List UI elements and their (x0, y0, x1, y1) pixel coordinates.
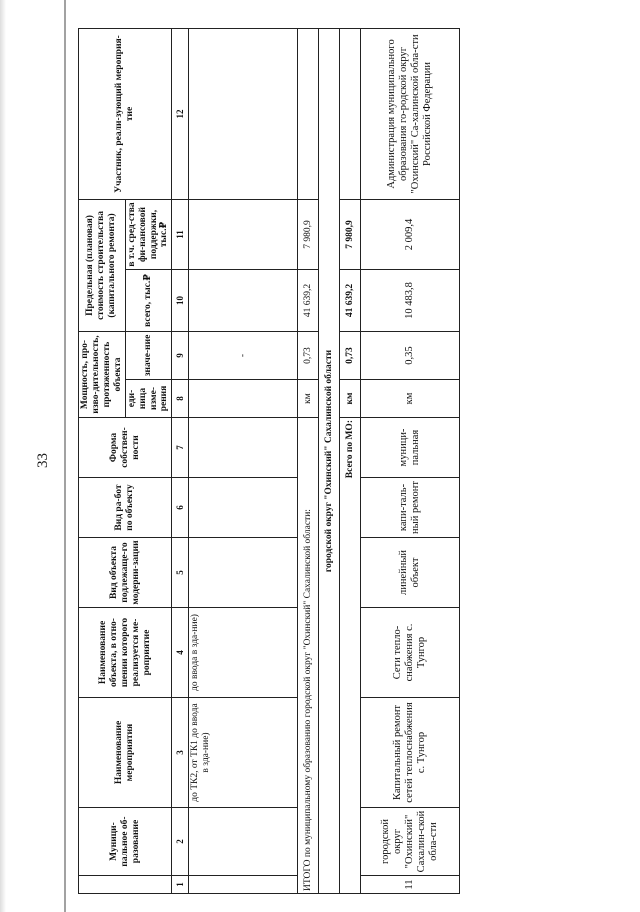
colnum-cell: 9 (172, 331, 189, 379)
vsego-support: 7 980,9 (340, 199, 361, 269)
section-title: городской округ "Охинский" Сахалинской области (319, 28, 340, 893)
colnum-cell: 3 (172, 698, 189, 808)
vsego-label: Всего по МО: (340, 418, 361, 894)
colnum-cell: 6 (172, 478, 189, 538)
header-total: всего, тыс.₽ (125, 269, 172, 331)
header-col-1 (79, 876, 172, 894)
continued-object: до ввода в зда-ние) (189, 608, 298, 698)
header-object: Наименование объекта, в отно-шении которого реализуется ме-роприятие (79, 608, 172, 698)
header-object-type: Вид объекта подлежаще-го модерни-зации (79, 538, 172, 608)
header-participant: Участник, реали-зующий мероприя-тие (79, 28, 172, 199)
itogo-support: 7 980,9 (298, 199, 319, 269)
program-table (78, 28, 460, 894)
colnum-cell: 11 (172, 199, 189, 269)
rotated-table-container (78, 29, 573, 894)
header-unit: еди-ница изме-рения (125, 380, 172, 418)
header-measure: Наименование мероприятия (79, 698, 172, 808)
item-number: 11 (361, 876, 460, 894)
vsego-row (340, 28, 361, 893)
item-row (361, 28, 460, 893)
header-capacity-group: Мощность, про-изво-дительность, протяженность объекта (79, 331, 126, 417)
header-row-1 (79, 28, 126, 893)
colnum-cell: 1 (172, 876, 189, 894)
item-measure: Капитальный ремонт сетей теплоснабжения с. Тунгор (361, 698, 460, 808)
item-total: 10 483,8 (361, 269, 460, 331)
vsego-unit: км (340, 380, 361, 418)
itogo-unit: км (298, 380, 319, 418)
vsego-total: 41 639,2 (340, 269, 361, 331)
column-number-row (172, 28, 189, 893)
header-value: значе-ние (125, 331, 172, 379)
itogo-row (298, 28, 319, 893)
colnum-cell: 4 (172, 608, 189, 698)
itogo-value: 0,73 (298, 331, 319, 379)
header-support: в т.ч. сред-ства фи-нансовой поддержки, тыс.₽ (125, 199, 172, 269)
colnum-cell: 8 (172, 380, 189, 418)
item-object-type: линейный объект (361, 538, 460, 608)
item-participant: Администрация муниципального образования го-родской округ "Охинский" Са-халинской обла-сти Российской Федерации (361, 28, 460, 199)
colnum-cell: 2 (172, 808, 189, 876)
item-object: Сети тепло-снабжения с. Тунгор (361, 608, 460, 698)
header-ownership: Форма собствен-ности (79, 418, 172, 478)
header-cost-group: Предельная (плановая) стоимость строительства (капитального ремонта) (79, 199, 126, 331)
item-ownership: муници-пальная (361, 418, 460, 478)
colnum-cell: 5 (172, 538, 189, 608)
section-row (319, 28, 340, 893)
scan-edge-line (64, 0, 66, 912)
header-municipality: Муници-пальное об-разование (79, 808, 172, 876)
colnum-cell: 10 (172, 269, 189, 331)
scan-shadow (0, 0, 6, 912)
continued-value: - (189, 331, 298, 379)
itogo-label: ИТОГО по муниципальному образованию городской округ "Охинский" Сахалинской области: (298, 418, 319, 894)
colnum-cell: 7 (172, 418, 189, 478)
item-value: 0,35 (361, 331, 460, 379)
continued-measure: до ТК2, от ТК1 до ввода в зда-ние) (189, 698, 298, 808)
item-support: 2 009,4 (361, 199, 460, 269)
colnum-cell: 12 (172, 28, 189, 199)
item-work-type: капи-таль-ный ремонт (361, 478, 460, 538)
vsego-value: 0,73 (340, 331, 361, 379)
item-municipality: городской округ "Охинский" Сахалин-ской обла-сти (361, 808, 460, 876)
continued-row (189, 28, 298, 893)
itogo-total: 41 639,2 (298, 269, 319, 331)
item-unit: км (361, 380, 460, 418)
header-work-type: Вид ра-бот по объекту (79, 478, 172, 538)
page-number: 33 (35, 453, 51, 468)
